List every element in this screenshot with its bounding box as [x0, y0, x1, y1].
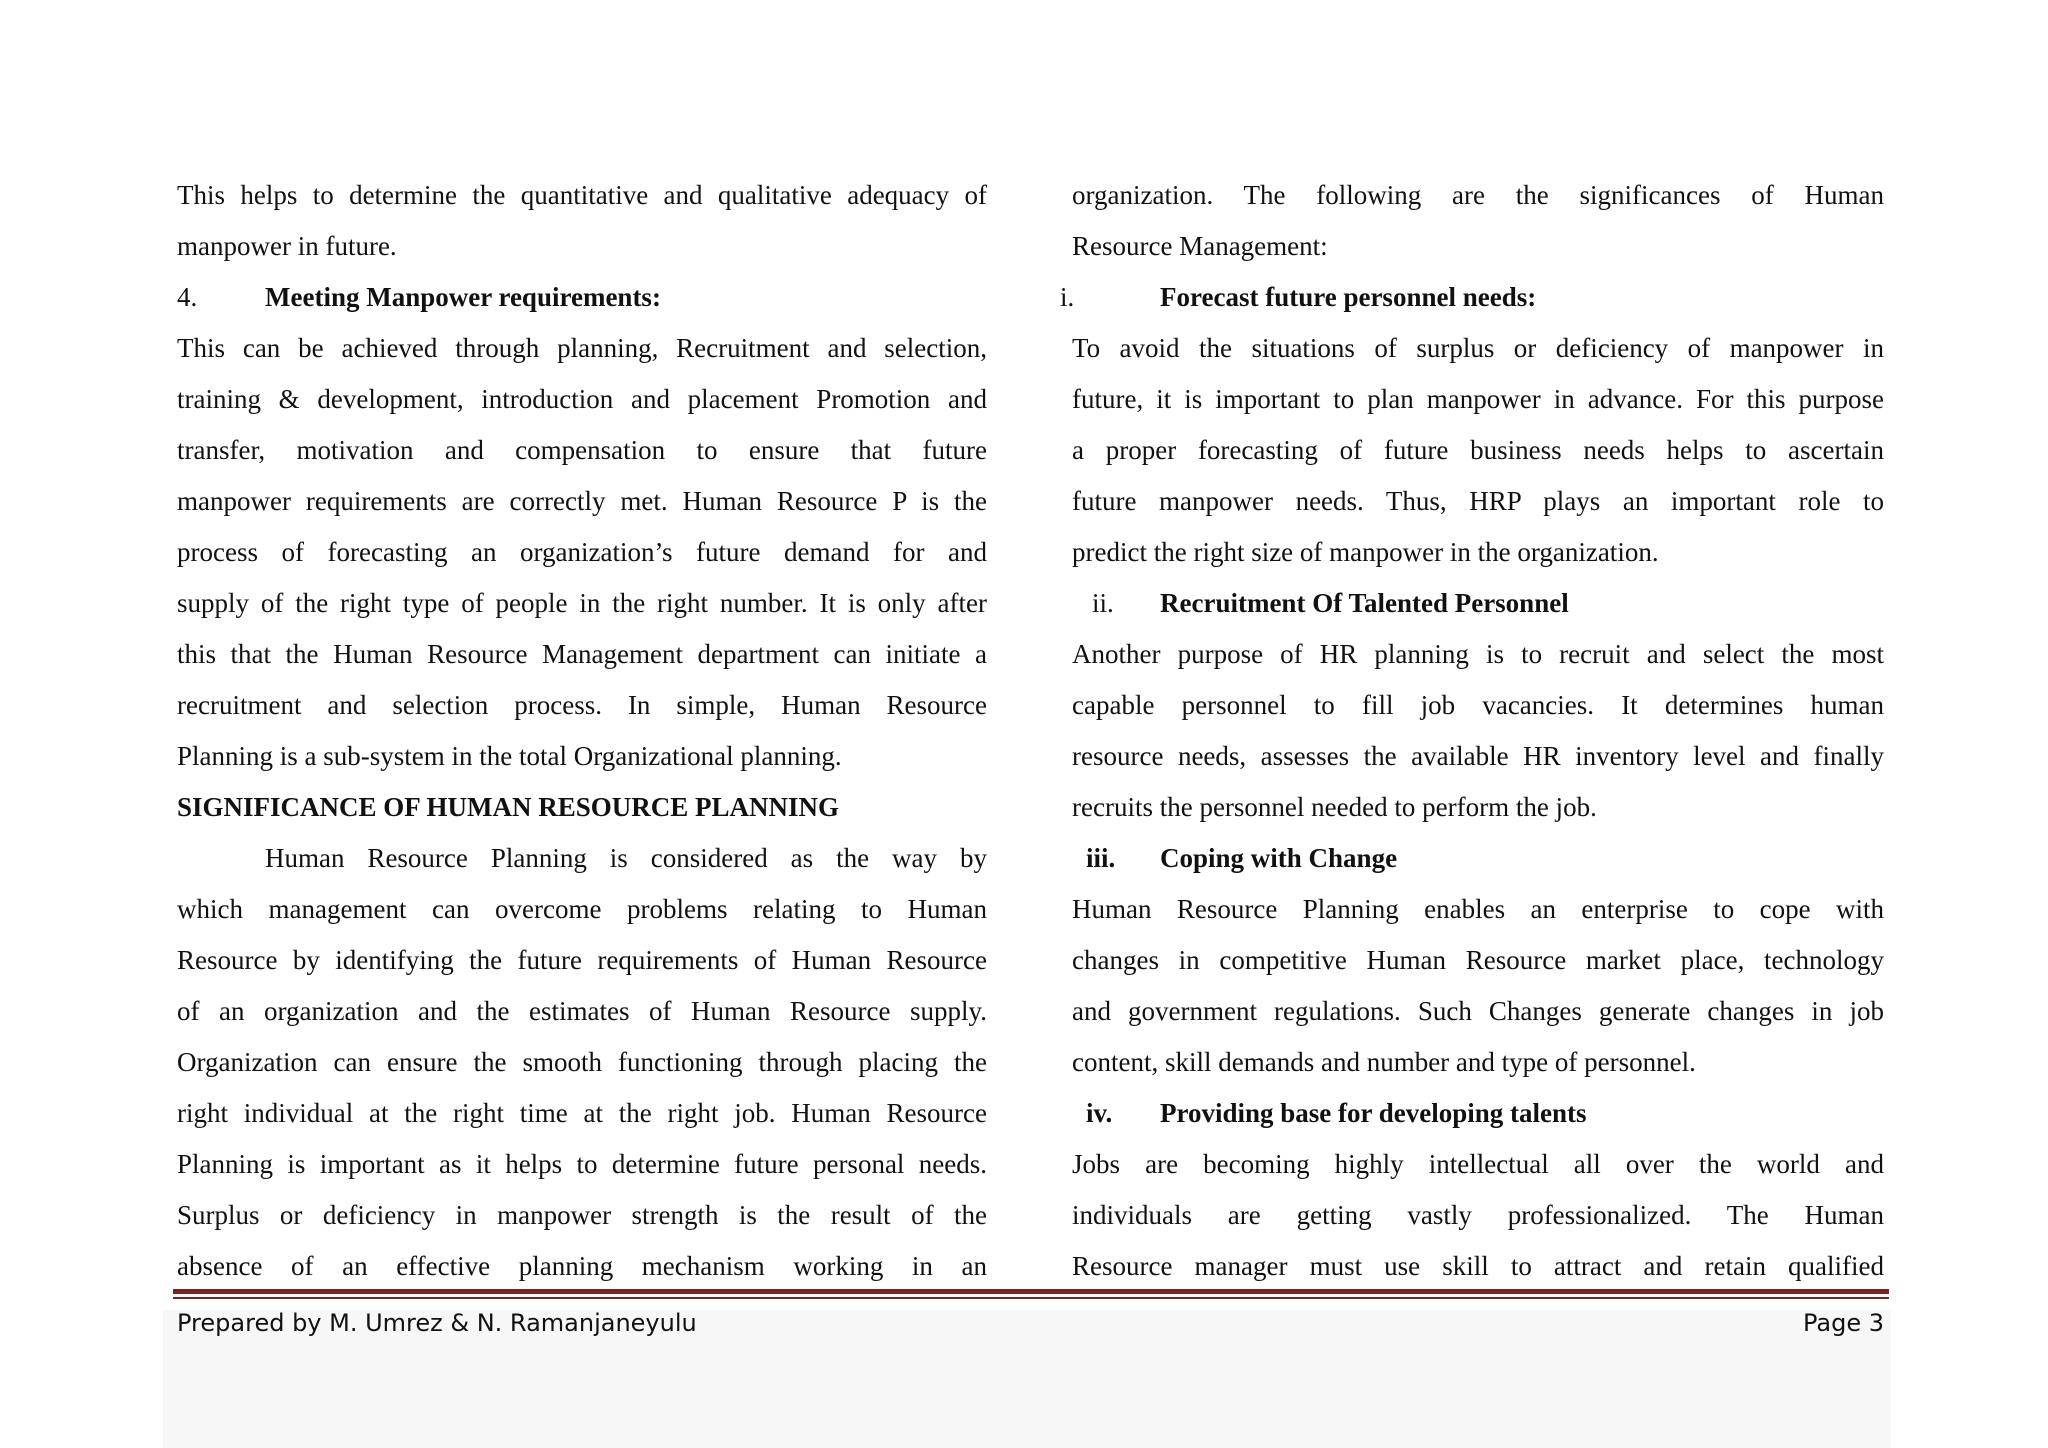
paragraph-line: right individual at the right time at the right job. Human Resource [177, 1098, 987, 1128]
paragraph-line: a proper forecasting of future business needs helps to ascertain [1072, 435, 1884, 465]
paragraph-line: capable personnel to fill job vacancies. It determines human [1072, 690, 1884, 720]
paragraph-line: supply of the right type of people in the right number. It is only after [177, 588, 987, 618]
paragraph-line: recruits the personnel needed to perform the job. [1072, 792, 1597, 822]
heading-number: iii. [1086, 843, 1116, 873]
paragraph-line: content, skill demands and number and type of personnel. [1072, 1047, 1696, 1077]
paragraph-line: Jobs are becoming highly intellectual all over the world and [1072, 1149, 1884, 1179]
paragraph-line: this that the Human Resource Management department can initiate a [177, 639, 987, 669]
paragraph-line: future, it is important to plan manpower in advance. For this purpose [1072, 384, 1884, 414]
paragraph-line: recruitment and selection process. In simple, Human Resource [177, 690, 987, 720]
paragraph-line: transfer, motivation and compensation to ensure that future [177, 435, 987, 465]
paragraph-line: organization. The following are the significances of Human [1072, 180, 1884, 210]
paragraph-line: manpower requirements are correctly met. Human Resource P is the [177, 486, 987, 516]
footer-rule-thin [173, 1297, 1889, 1299]
heading-number: i. [1060, 282, 1075, 312]
paragraph-line: Human Resource Planning is considered as the way by [265, 843, 987, 873]
left-column [177, 170, 987, 1292]
footer-author: Prepared by M. Umrez & N. Ramanjaneyulu [177, 1309, 697, 1337]
paragraph-line: To avoid the situations of surplus or deficiency of manpower in [1072, 333, 1884, 363]
numbered-heading [1072, 833, 1884, 884]
paragraph-line: absence of an effective planning mechanism working in an [177, 1251, 987, 1281]
paragraph-line: of an organization and the estimates of Human Resource supply. [177, 996, 987, 1026]
heading-number: 4. [177, 282, 198, 312]
paragraph-line: predict the right size of manpower in the organization. [1072, 537, 1659, 567]
paragraph-line: Resource manager must use skill to attract and retain qualified [1072, 1251, 1884, 1281]
paragraph-line: Planning is a sub-system in the total Organizational planning. [177, 741, 842, 771]
paragraph-line: Resource Management: [1072, 231, 1328, 261]
paragraph-line: future manpower needs. Thus, HRP plays an important role to [1072, 486, 1884, 516]
paragraph-line: Surplus or deficiency in manpower strength is the result of the [177, 1200, 987, 1230]
heading-text: Forecast future personnel needs: [1160, 282, 1537, 312]
heading-number: iv. [1086, 1098, 1113, 1128]
paragraph-line: Another purpose of HR planning is to recruit and select the most [1072, 639, 1884, 669]
right-column [1060, 170, 1884, 1292]
numbered-heading [1072, 1088, 1884, 1139]
section-heading: SIGNIFICANCE OF HUMAN RESOURCE PLANNING [177, 792, 840, 822]
paragraph-line: process of forecasting an organization’s future demand for and [177, 537, 987, 567]
paragraph-line: Resource by identifying the future requirements of Human Resource [177, 945, 987, 975]
numbered-heading [177, 272, 987, 323]
page-number: Page 3 [1803, 1309, 1884, 1337]
heading-text: Providing base for developing talents [1160, 1098, 1587, 1128]
heading-text: Coping with Change [1160, 843, 1398, 873]
paragraph-line: This can be achieved through planning, Recruitment and selection, [177, 333, 987, 363]
paragraph-line: changes in competitive Human Resource market place, technology [1072, 945, 1884, 975]
numbered-heading [1072, 578, 1884, 629]
paragraph-line: which management can overcome problems relating to Human [177, 894, 987, 924]
paragraph-line: training & development, introduction and placement Promotion and [177, 384, 987, 414]
numbered-heading [1060, 272, 1884, 323]
paragraph-line: and government regulations. Such Changes generate changes in job [1072, 996, 1884, 1026]
paragraph-line: Human Resource Planning enables an enterprise to cope with [1072, 894, 1884, 924]
heading-text: Meeting Manpower requirements: [265, 282, 661, 312]
paragraph-line: Organization can ensure the smooth functioning through placing the [177, 1047, 987, 1077]
paragraph-line: Planning is important as it helps to determine future personal needs. [177, 1149, 987, 1179]
heading-number: ii. [1092, 588, 1114, 618]
paragraph-line: resource needs, assesses the available HR inventory level and finally [1072, 741, 1884, 771]
paragraph-line: individuals are getting vastly professionalized. The Human [1072, 1200, 1884, 1230]
heading-text: Recruitment Of Talented Personnel [1160, 588, 1569, 618]
paragraph-line: manpower in future. [177, 231, 397, 261]
paragraph-line: This helps to determine the quantitative and qualitative adequacy of [177, 180, 987, 210]
footer-rule-thick [173, 1289, 1889, 1294]
